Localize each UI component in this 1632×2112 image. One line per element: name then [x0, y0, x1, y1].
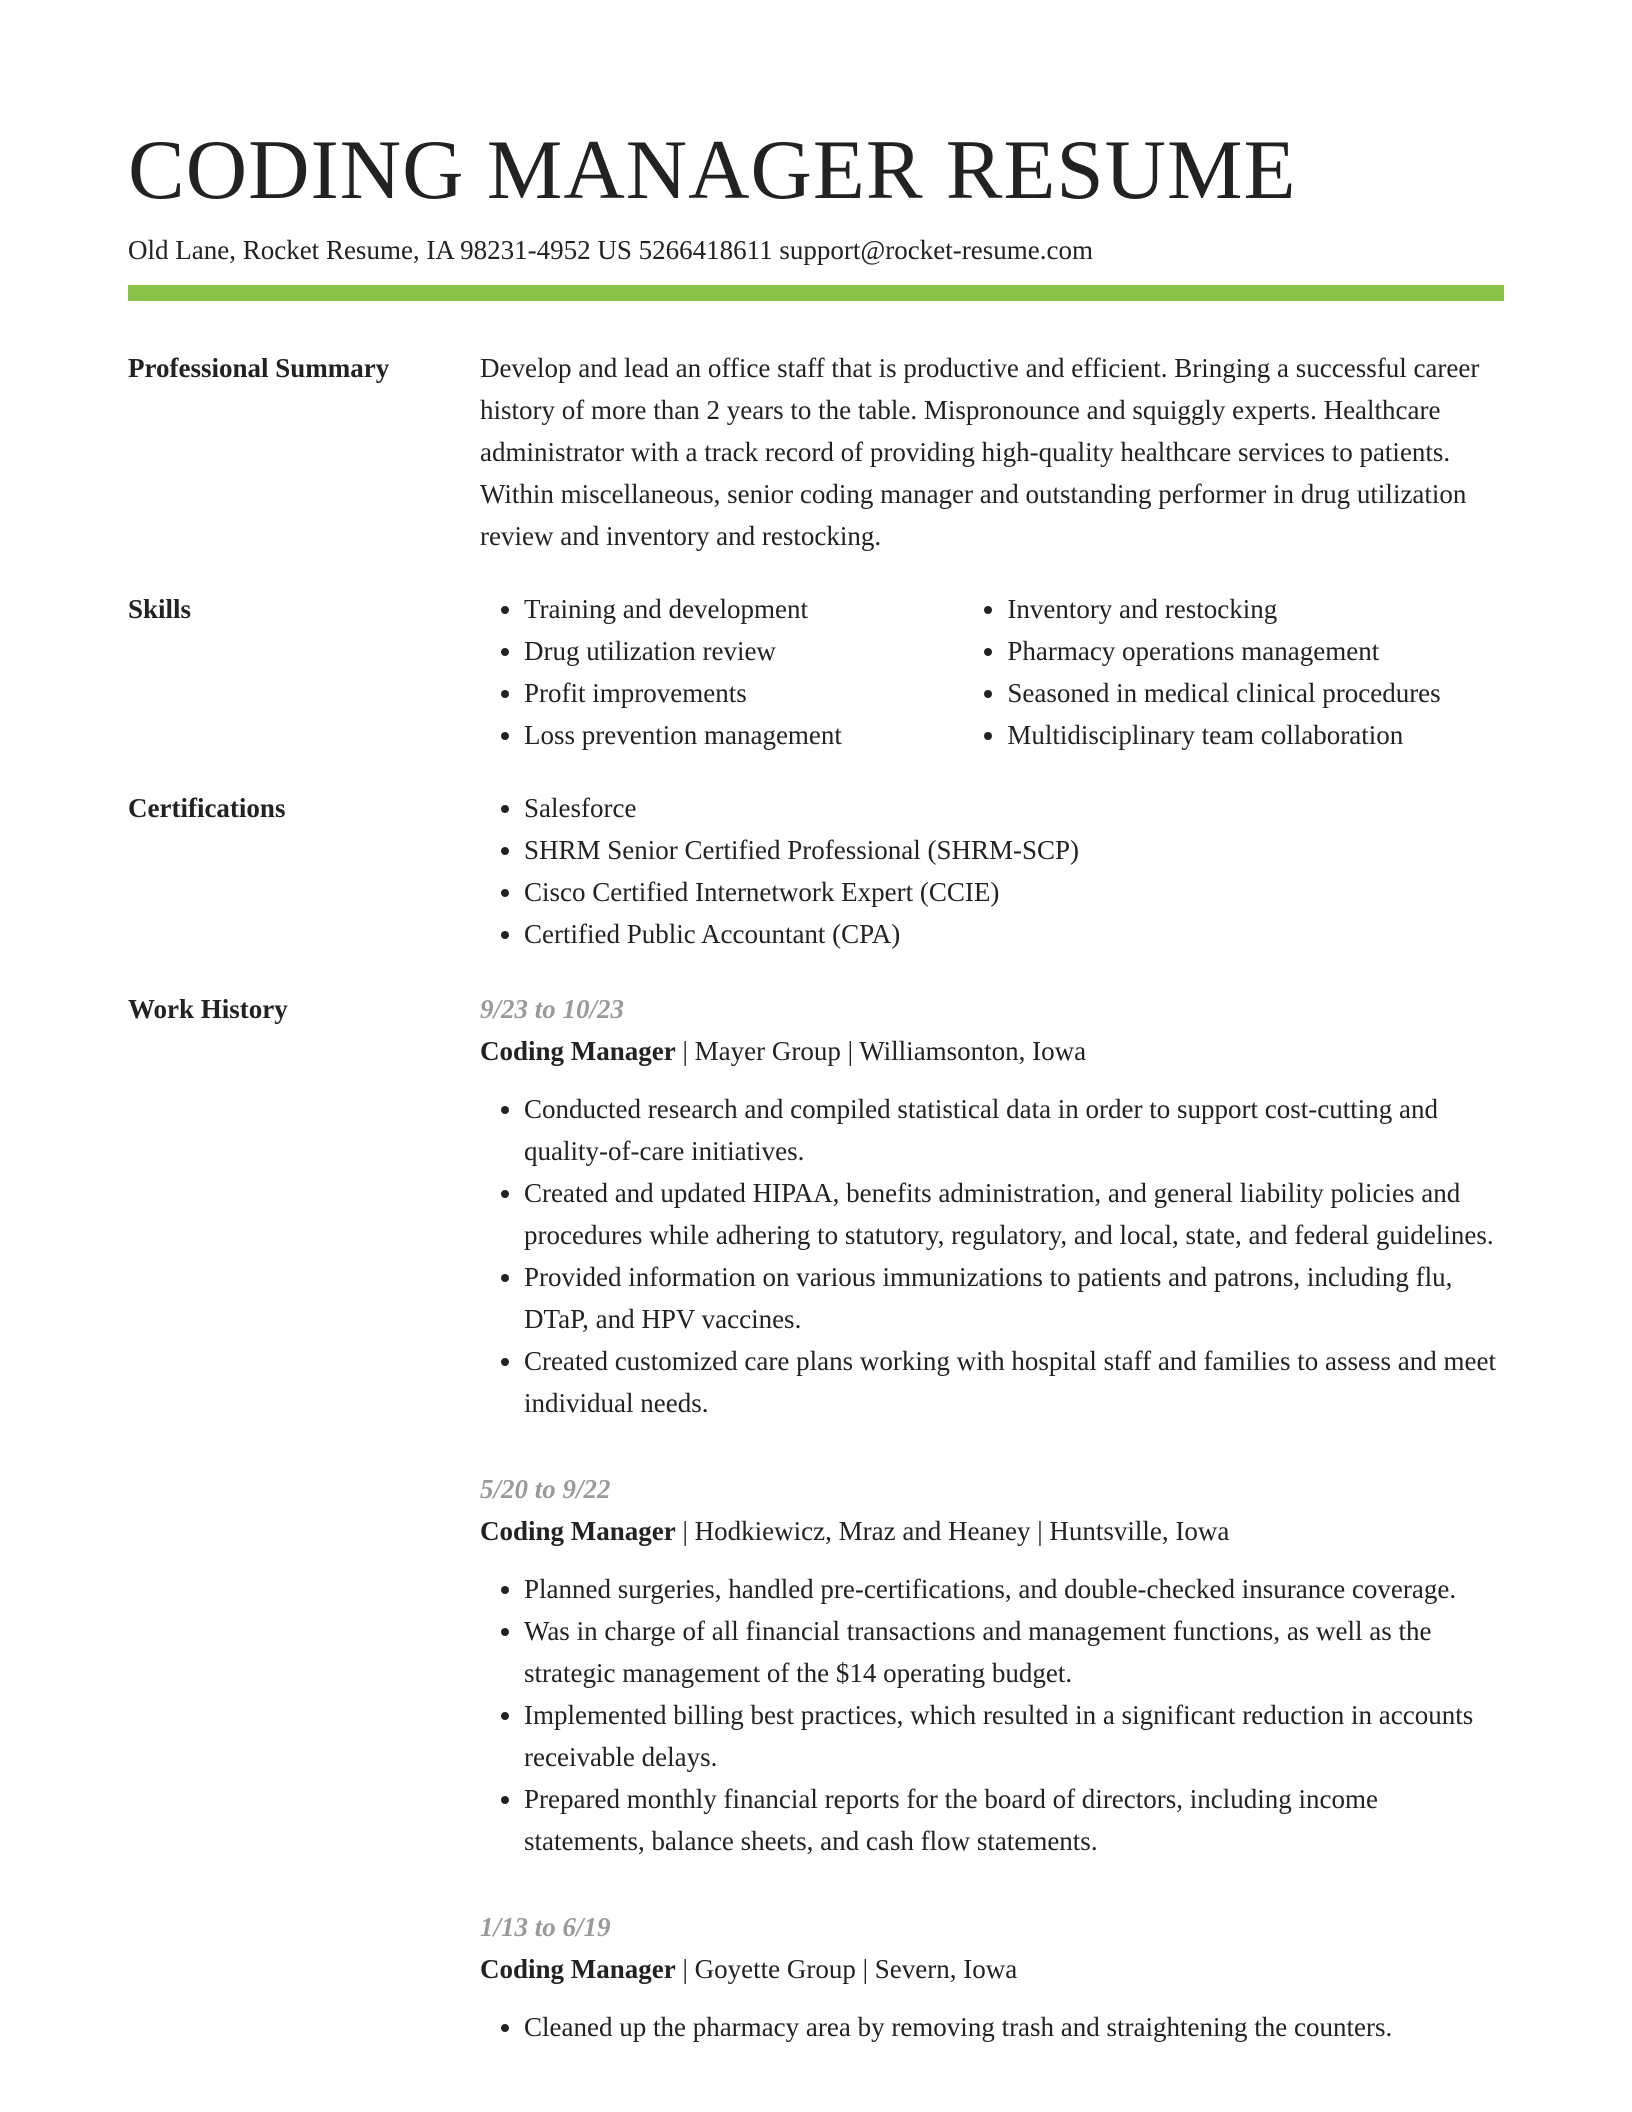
job-entry — [480, 988, 1504, 1424]
skill-item: • Training and development — [524, 588, 963, 630]
job-heading — [480, 1948, 1504, 1990]
job-dates: 1/13 to 6/19 — [480, 1912, 611, 1942]
job-bullet: • Created and updated HIPAA, benefits administration, and general liability policies and procedures while adhering to statutory, regulatory, and local, state, and federal guidelines. — [524, 1172, 1504, 1256]
resume-title: CODING MANAGER RESUME — [128, 123, 1297, 217]
skill-item: • Inventory and restocking — [1007, 588, 1504, 630]
skill-item: • Drug utilization review — [524, 630, 963, 672]
job-details: | Goyette Group | Severn, Iowa — [675, 1954, 1018, 1984]
certification-item: • SHRM Senior Certified Professional (SHRM-SCP) — [524, 829, 1504, 871]
job-bullets — [480, 1088, 1504, 1424]
skill-item: • Seasoned in medical clinical procedures — [1007, 672, 1504, 714]
job-dates: 9/23 to 10/23 — [480, 994, 625, 1024]
summary-body — [480, 347, 1504, 557]
job-bullet: • Planned surgeries, handled pre-certifications, and double-checked insurance coverage. — [524, 1568, 1504, 1610]
job-title: Coding Manager — [480, 1516, 676, 1546]
skills-list-left — [480, 588, 963, 756]
job-details: | Mayer Group | Williamsonton, Iowa — [675, 1036, 1087, 1066]
job-bullet: • Was in charge of all financial transactions and management functions, as well as the strategic management of the $14 operating budget. — [524, 1610, 1504, 1694]
certifications-body — [480, 787, 1504, 955]
job-title: Coding Manager — [480, 1036, 676, 1066]
job-bullet: • Created customized care plans working with hospital staff and families to assess and meet individual needs. — [524, 1340, 1504, 1424]
job-entry — [480, 1468, 1504, 1862]
skills-columns — [480, 588, 1504, 756]
summary-text: Develop and lead an office staff that is productive and efficient. Bringing a successful career history of more than 2 years to the table. Mispronounce and squiggly experts. Healthcare administrator with a track record of providing high-quality healthcare services to patients. Within miscellaneous, senior coding manager and outstanding performer in drug utilization review and inventory and restocking. — [480, 353, 1480, 551]
job-bullet: • Prepared monthly financial reports for the board of directors, including income statements, balance sheets, and cash flow statements. — [524, 1778, 1504, 1862]
job-bullets — [480, 1568, 1504, 1862]
skill-item: • Profit improvements — [524, 672, 963, 714]
job-bullet: • Implemented billing best practices, which resulted in a significant reduction in accounts receivable delays. — [524, 1694, 1504, 1778]
job-title: Coding Manager — [480, 1954, 676, 1984]
certifications-heading: Certifications — [128, 793, 286, 823]
work-history-heading: Work History — [128, 994, 288, 1024]
job-entry — [480, 1906, 1504, 2048]
accent-divider — [128, 285, 1504, 301]
work-history-body — [480, 988, 1504, 2092]
skills-body — [480, 588, 1504, 756]
skill-item: • Multidisciplinary team collaboration — [1007, 714, 1504, 756]
job-bullet: • Cleaned up the pharmacy area by removing trash and straightening the counters. — [524, 2006, 1504, 2048]
certification-item: • Cisco Certified Internetwork Expert (CCIE) — [524, 871, 1504, 913]
skills-list-right — [963, 588, 1504, 756]
certifications-list — [480, 787, 1504, 955]
job-bullets — [480, 2006, 1504, 2048]
skill-item: • Loss prevention management — [524, 714, 963, 756]
job-details: | Hodkiewicz, Mraz and Heaney | Huntsville, Iowa — [675, 1516, 1230, 1546]
job-bullet: • Conducted research and compiled statistical data in order to support cost-cutting and quality-of-care initiatives. — [524, 1088, 1504, 1172]
certification-item: • Salesforce — [524, 787, 1504, 829]
job-heading — [480, 1510, 1504, 1552]
job-dates: 5/20 to 9/22 — [480, 1474, 611, 1504]
job-bullet: • Provided information on various immunizations to patients and patrons, including flu, DTaP, and HPV vaccines. — [524, 1256, 1504, 1340]
contact-info: Old Lane, Rocket Resume, IA 98231-4952 US 5266418611 support@rocket-resume.com — [128, 235, 1093, 265]
skills-heading: Skills — [128, 594, 192, 624]
certification-item: • Certified Public Accountant (CPA) — [524, 913, 1504, 955]
summary-heading: Professional Summary — [128, 353, 390, 383]
job-heading — [480, 1030, 1504, 1072]
skill-item: • Pharmacy operations management — [1007, 630, 1504, 672]
